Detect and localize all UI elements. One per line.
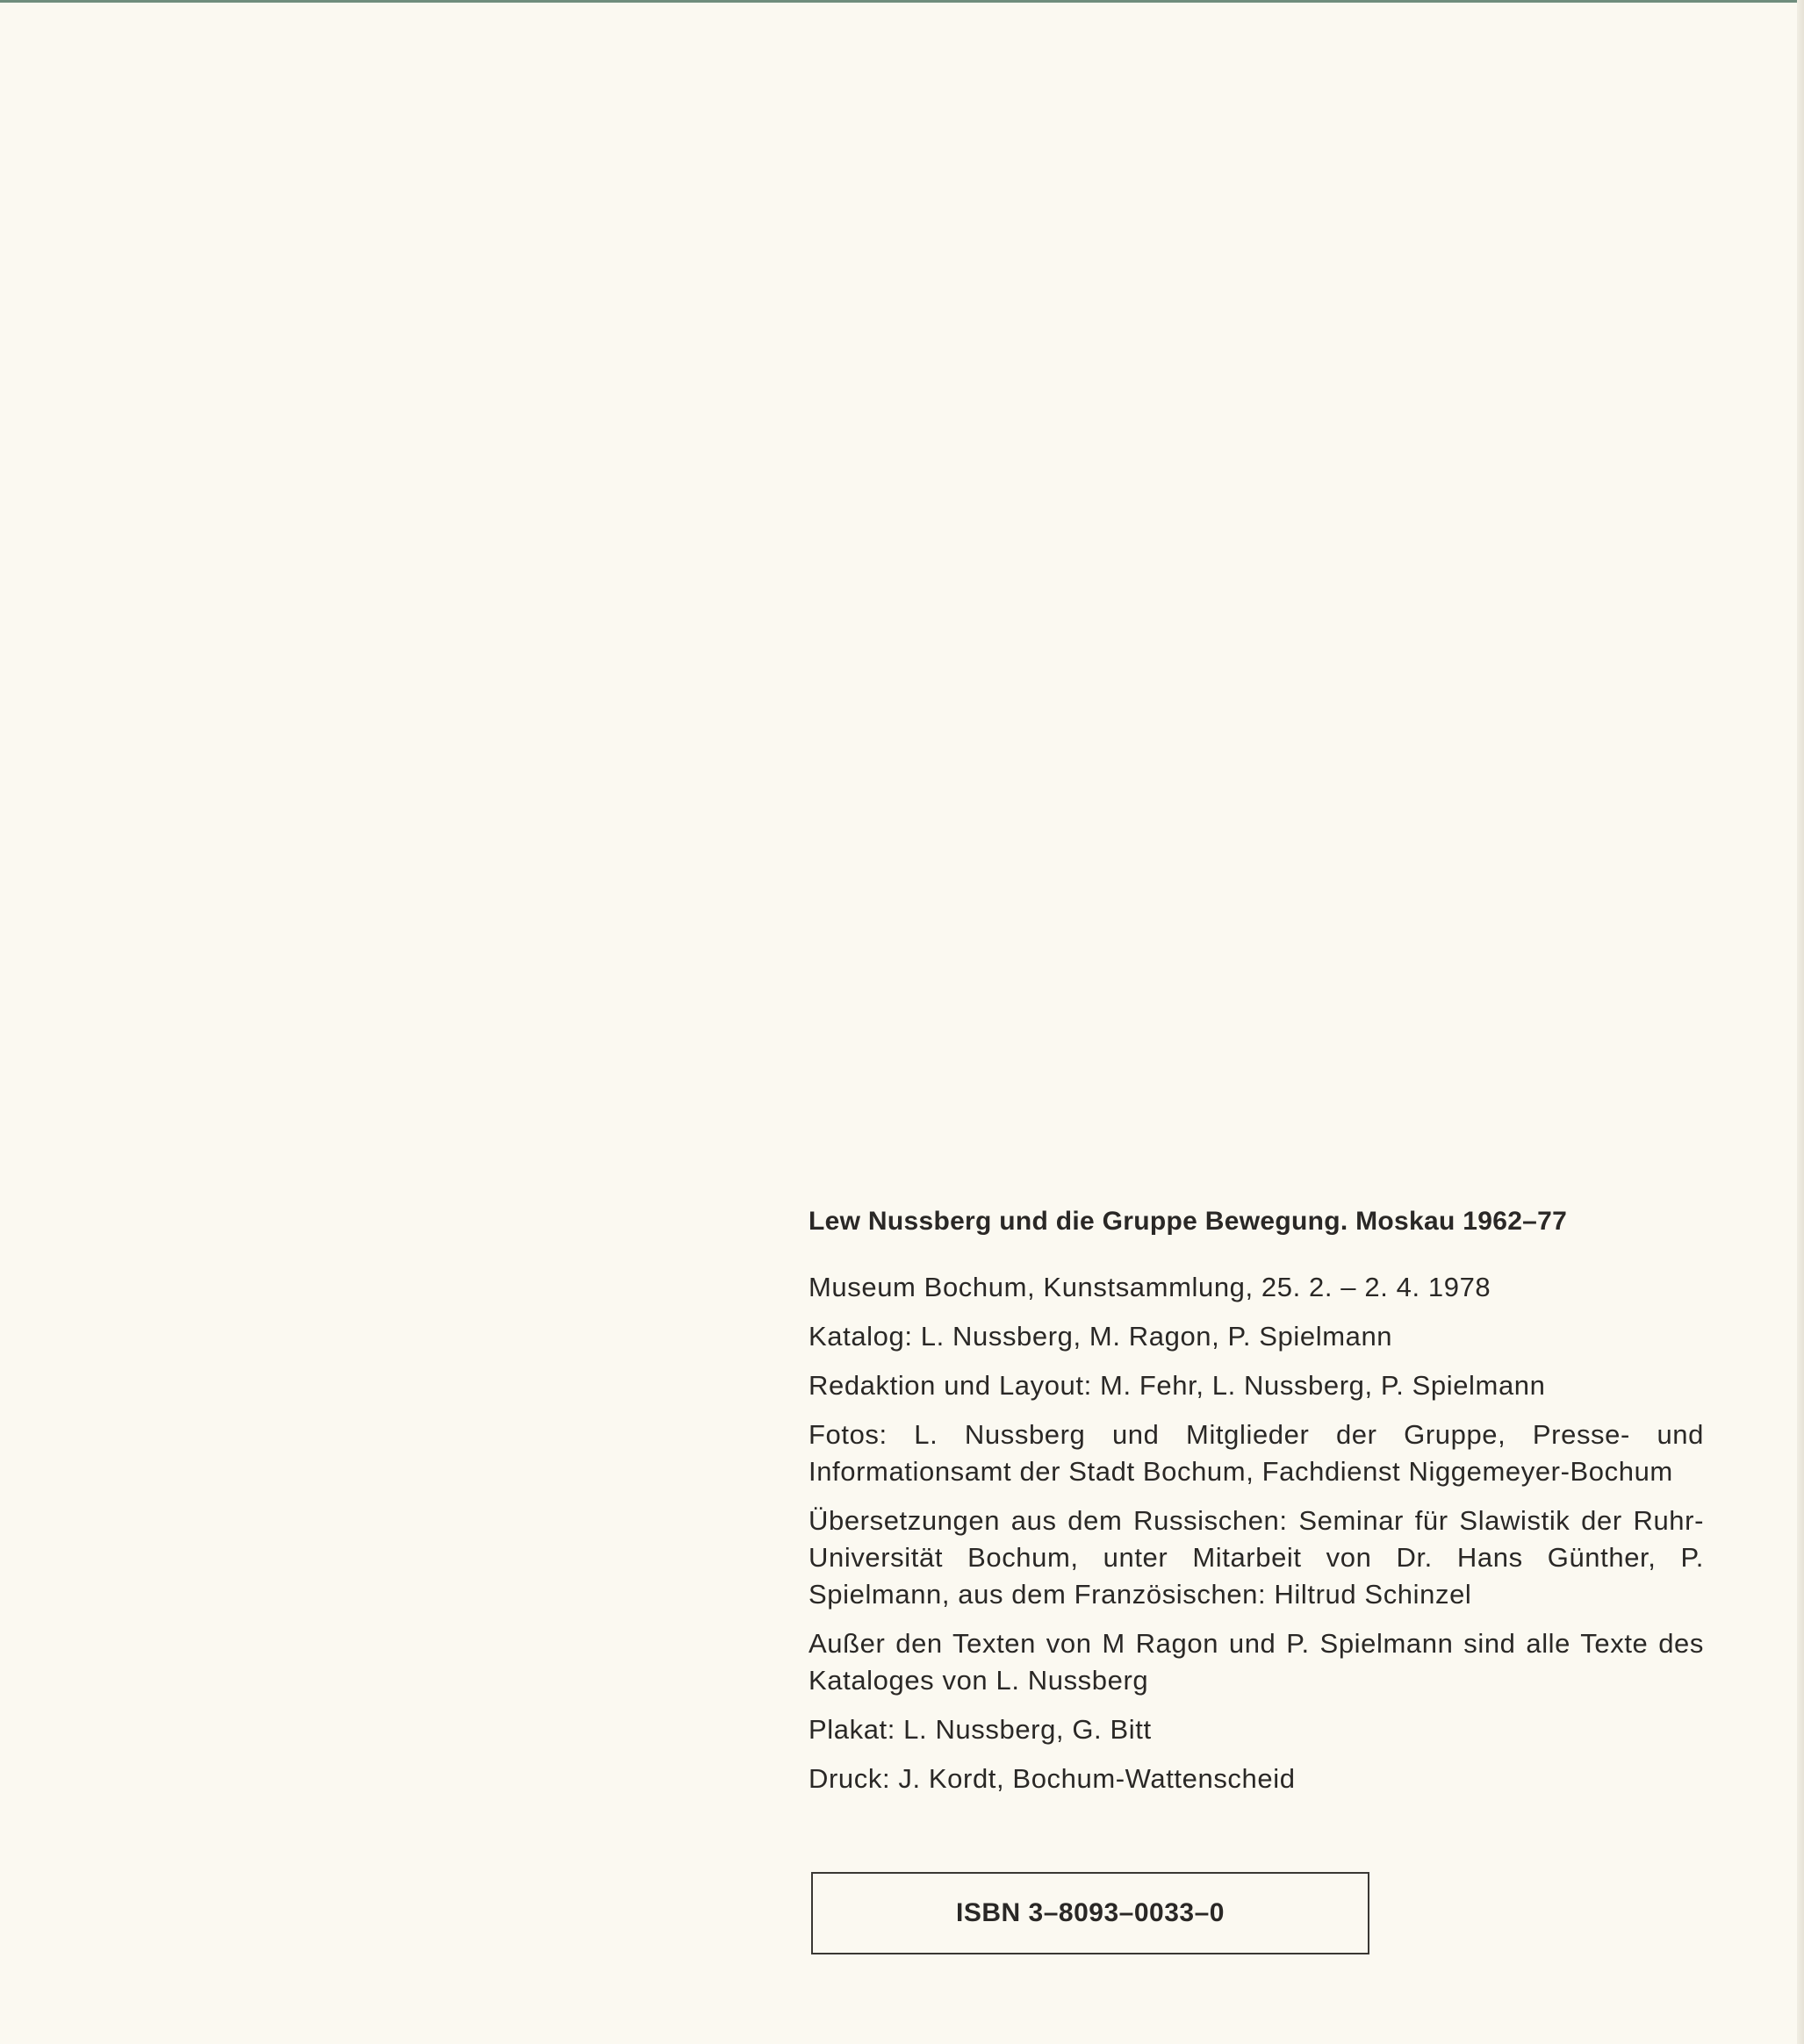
catalog-title: Lew Nussberg und die Gruppe Bewegung. Moskau 1962–77 <box>809 1207 1568 1236</box>
poster-credits: Plakat: L. Nussberg, G. Bitt <box>809 1714 1152 1745</box>
page-top-edge <box>0 0 1804 3</box>
photo-credits: Fotos: L. Nussberg und Mitglieder der Gruppe, Presse- und Informationsamt der Stadt Bochum, Fachdienst Niggemeyer-Bochum <box>809 1419 1704 1487</box>
isbn-box <box>811 1872 1369 1954</box>
isbn-number: ISBN 3–8093–0033–0 <box>956 1898 1225 1927</box>
editing-layout-credits: Redaktion und Layout: M. Fehr, L. Nussberg, P. Spielmann <box>809 1370 1546 1401</box>
exhibition-venue: Museum Bochum, Kunstsammlung, 25. 2. – 2. 4. 1978 <box>809 1272 1491 1302</box>
printer-credits: Druck: J. Kordt, Bochum-Wattenscheid <box>809 1763 1296 1794</box>
colophon <box>809 1206 1704 1810</box>
page-right-edge <box>1797 0 1804 2044</box>
translation-credits: Übersetzungen aus dem Russischen: Seminar für Slawistik der Ruhr-Universität Bochum, unter Mitarbeit von Dr. Hans Günther, P. Spielmann, aus dem Französischen: Hiltrud Schinzel <box>809 1505 1704 1610</box>
text-authorship-note: Außer den Texten von M Ragon und P. Spielmann sind alle Texte des Kataloges von L. Nussberg <box>809 1628 1704 1696</box>
catalog-credits: Katalog: L. Nussberg, M. Ragon, P. Spielmann <box>809 1321 1393 1352</box>
